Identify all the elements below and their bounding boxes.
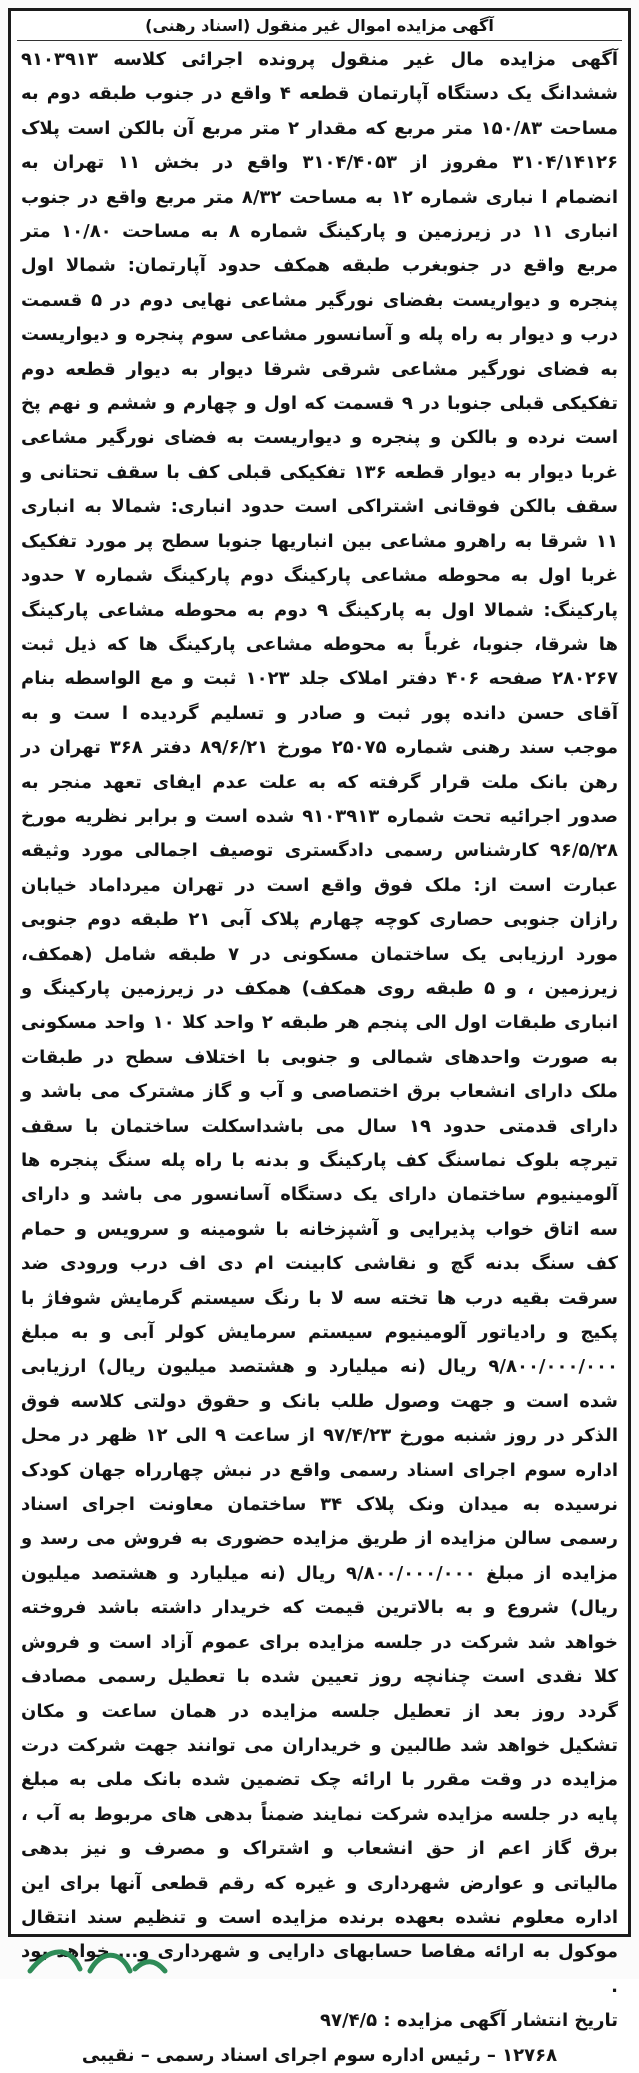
notice-paragraph: آگهی مزایده مال غیر منقول پرونده اجرائی کلاسه ۹۱۰۳۹۱۳ ششدانگ یک دستگاه آپارتمان قطعه ۴ واقع در جنوب طبقه دوم به مساحت ۱۵۰/۸۳ متر مربع که مقدار ۲ متر مربع آن بالکن است پلاک ۳۱۰۴/۱۴۱۲۶ مفروز از ۳۱۰۴/۴۰۵۳ واقع در بخش ۱۱ تهران به انضمام ا نباری شماره ۱۲ به مساحت ۸/۳۲ متر مربع واقع در جنوب انباری ۱۱ در زیرزمین و پارکینگ شماره ۸ به مساحت ۱۰/۸۰ متر مربع واقع در جنوبغرب طبقه همکف حدود آپارتمان: شمالا اول پنجره و دیواریست بفضای نورگیر مشاعی نهایی دوم در ۵ قسمت درب و دیوار به راه پله و آسانسور مشاعی سوم پنجره و دیواریست به فضای نورگیر مشاعی شرقی شرقا دیوار به دیوار قطعه دوم تفکیکی قبلی جنوبا در ۹ قسمت که اول و چهارم و ششم و نهم پخ است نرده و بالکن و پنجره و دیواریست به فضای نورگیر مشاعی غربا دیوار به دیوار قطعه ۱۳۶ تفکیکی قبلی کف با سقف تحتانی و سقف بالکن فوقانی اشتراکی است حدود انباری: شمالا به انباری ۱۱ شرقا به راهرو مشاعی بین انباریها جنوبا سطح پر مورد تفکیک غربا اول به محوطه مشاعی پارکینگ دوم پارکینگ شماره ۷ حدود پارکینگ: شمالا اول به پارکینگ ۹ دوم به محوطه مشاعی پارکینگ ها شرقا، جنوبا، غرباً به محوطه مشاعی پارکینگ ها که ذیل ثبت ۲۸۰۲۶۷ صفحه ۴۰۶ دفتر املاک جلد ۱۰۲۳ ثبت و مع الواسطه بنام آقای حسن دانده پور ثبت و صادر و تسلیم گردیده ا ست و به موجب سند رهنی شماره ۲۵۰۷۵ مورخ ۸۹/۶/۲۱ دفتر ۳۶۸ تهران در رهن بانک ملت قرار گرفته که به علت عدم ایفای تعهد منجر به صدور اجرائیه تحت شماره ۹۱۰۳۹۱۳ شده است و برابر نظریه مورخ ۹۶/۵/۲۸ کارشناس رسمی دادگستری توصیف اجمالی مورد وثیقه عبارت است از: ملک فوق واقع است در تهران میرداماد خیابان رازان جنوبی حصاری کوچه چهارم پلاک آبی ۲۱ طبقه دوم جنوبی مورد ارزیابی یک ساختمان مسکونی در ۷ طبقه شامل (همکف، زیرزمین ، و ۵ طبقه روی همکف) همکف در زیرزمین پارکینگ و انباری طبقات اول الی پنجم هر طبقه ۲ واحد کلا ۱۰ واحد مسکونی به صورت واحدهای شمالی و جنوبی با اختلاف سطح در طبقات ملک دارای انشعاب برق اختصاصی و آب و گاز مشترک می باشد و دارای قدمتی حدود ۱۹ سال می باشداسکلت ساختمان با سقف تیرچه بلوک نماسنگ کف پارکینگ و بدنه با راه پله سنگ پنجره ها آلومینیوم ساختمان دارای یک دستگاه آسانسور می باشد و دارای سه اتاق خواب پذیرایی و آشپزخانه با شومینه و سرویس و حمام کف سنگ بدنه گچ و نقاشی کابینت ام دی اف درب ورودی ضد سرقت بقیه درب ها تخته سه لا با رنگ سیستم گرمایش شوفاژ با پکیج و رادیاتور آلومینیوم سیستم سرمایش کولر آبی و به مبلغ ۹/۸۰۰/۰۰۰/۰۰۰ ریال (نه میلیارد و هشتصد میلیون ریال) ارزیابی شده است و جهت وصول طلب بانک و حقوق دولتی کلاسه فوق الذکر در روز شنبه مورخ ۹۷/۴/۲۳ از ساعت ۹ الی ۱۲ ظهر در محل اداره سوم اجرای اسناد رسمی واقع در نبش چهارراه جهان کودک نرسیده به میدان ونک پلاک ۳۴ ساختمان معاونت اجرای اسناد رسمی سالن مزایده از طریق مزایده حضوری به فروش می رسد و مزایده از مبلغ ۹/۸۰۰/۰۰۰/۰۰۰ ریال (نه میلیارد و هشتصد میلیون ریال) شروع و به بالاترین قیمت که خریدار داشته باشد فروخته خواهد شد شرکت در جلسه مزایده برای عموم آزاد است و فروش کلا نقدی است چنانچه روز تعیین شده با تعطیل رسمی مصادف گردد روز بعد از تعطیل جلسه مزایده در همان ساعت و مکان تشکیل خواهد شد طالبین و خریداران می توانند جهت شرکت درت مزایده در وقت مقرر با ارائه چک تضمین شده بانک ملی به مبلغ پایه در جلسه مزایده شرکت نمایند ضمناً بدهی های مربوط به آب ، برق گاز اعم از حق انشعاب و اشتراک و مصرف و نیز بدهی مالیاتی و عوارض شهرداری و غیره که رقم قطعی آنها برای این اداره معلوم نشده بعهده برنده مزایده است و تنظیم سند انتقال موکول به ارائه مفاصا حسابهای دارایی و شهرداری و... خواهد بود . (21, 49, 619, 1997)
publish-date: تاریخ انتشار آگهی مزایده : ۹۷/۴/۵ (320, 2010, 618, 2032)
notice-footer (11, 2004, 628, 2073)
green-stamp-mark (20, 1941, 170, 1977)
signature: ۱۲۷۶۸ – رئیس اداره سوم اجرای اسناد رسمی – نقیبی (81, 2044, 558, 2066)
notice-header: آگهی مزایده اموال غیر منقول (اسناد رهنی) (17, 15, 622, 41)
notice-body (11, 43, 628, 2004)
notice-frame (8, 8, 631, 2066)
